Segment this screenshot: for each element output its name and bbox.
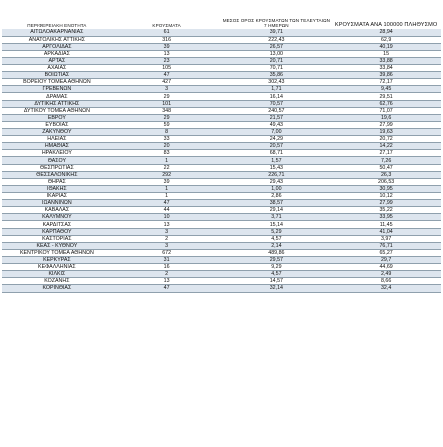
header-cases: ΚΡΟΥΣΜΑΤΑ <box>152 23 181 28</box>
table-row <box>2 143 441 150</box>
average-cell: 38,57 <box>222 200 332 207</box>
cases-cell: 39 <box>112 178 222 185</box>
average-cell: 20,71 <box>222 57 332 64</box>
cases-cell: 29 <box>112 93 222 100</box>
table-row <box>2 285 441 292</box>
average-cell: 39,71 <box>222 29 332 36</box>
cases-cell: 2 <box>112 271 222 278</box>
cases-cell: 3 <box>112 242 222 249</box>
per-100k-cell: 32,4 <box>331 285 441 292</box>
average-cell: 29,14 <box>222 207 332 214</box>
table-row <box>2 193 441 200</box>
per-100k-cell: 7,26 <box>331 157 441 164</box>
region-cell: ΔΡΑΜΑΣ <box>2 93 112 100</box>
average-cell: 15,14 <box>222 221 332 228</box>
per-100k-cell: 27,99 <box>331 200 441 207</box>
average-cell: 240,57 <box>222 107 332 114</box>
region-cell: ΚΑΡΔΙΤΣΑΣ <box>2 221 112 228</box>
per-100k-cell: 35,22 <box>331 207 441 214</box>
average-cell: 24,29 <box>222 136 332 143</box>
average-cell: 2,14 <box>222 242 332 249</box>
region-cell: ΚΕΦΑΛΛΗΝΙΑΣ <box>2 264 112 271</box>
cases-cell: 1 <box>112 157 222 164</box>
table-row <box>2 57 441 64</box>
per-100k-cell: 62,9 <box>331 36 441 43</box>
average-cell: 3,71 <box>222 214 332 221</box>
header-region: ΠΕΡΙΦΕΡΕΙΑΚΗ ΕΝΟΤΗΤΑ <box>27 23 87 28</box>
region-cell: ΑΧΑΪΑΣ <box>2 65 112 72</box>
table-row <box>2 72 441 79</box>
per-100k-cell: 33,88 <box>331 57 441 64</box>
region-cell: ΘΕΣΣΑΛΟΝΙΚΗΣ <box>2 171 112 178</box>
table-row <box>2 136 441 143</box>
cases-cell: 13 <box>112 50 222 57</box>
region-cell: ΚΕΑΣ - ΚΥΘΝΟΥ <box>2 242 112 249</box>
average-cell: 21,57 <box>222 114 332 121</box>
average-cell: 49,43 <box>222 121 332 128</box>
cases-cell: 3 <box>112 228 222 235</box>
average-cell: 70,71 <box>222 65 332 72</box>
per-100k-cell: 27,17 <box>331 150 441 157</box>
region-cell: ΚΙΛΚΙΣ <box>2 271 112 278</box>
table-row <box>2 178 441 185</box>
header-7day-average: ΜΕΣΟΣ ΟΡΟΣ ΚΡΟΥΣΜΑΤΩΝ ΤΩΝ ΤΕΛΕΥΤΑΙΩΝ 7 ΗΜΕΡΩΝ <box>222 18 331 28</box>
region-cell: ΙΘΑΚΗΣ <box>2 185 112 192</box>
average-cell: 4,57 <box>222 235 332 242</box>
per-100k-cell: 76,71 <box>331 242 441 249</box>
table-row <box>2 235 441 242</box>
region-cell: ΒΟΡΕΙΟΥ ΤΟΜΕΑ ΑΘΗΝΩΝ <box>2 79 112 86</box>
cases-cell: 13 <box>112 278 222 285</box>
per-100k-cell: 3,97 <box>331 235 441 242</box>
per-100k-cell: 44,69 <box>331 264 441 271</box>
table-row <box>2 264 441 271</box>
cases-cell: 29 <box>112 114 222 121</box>
table-row <box>2 249 441 256</box>
per-100k-cell: 41,04 <box>331 228 441 235</box>
cases-cell: 348 <box>112 107 222 114</box>
average-cell: 2,86 <box>222 193 332 200</box>
table-row <box>2 185 441 192</box>
table-body <box>2 29 441 292</box>
average-cell: 26,57 <box>222 43 332 50</box>
average-cell: 1,57 <box>222 157 332 164</box>
region-cell: ΚΑΡΠΑΘΟΥ <box>2 228 112 235</box>
cases-cell: 31 <box>112 257 222 264</box>
average-cell: 222,43 <box>222 36 332 43</box>
per-100k-cell: 10,12 <box>331 193 441 200</box>
average-cell: 4,57 <box>222 271 332 278</box>
average-cell: 302,43 <box>222 79 332 86</box>
table-row <box>2 271 441 278</box>
cases-cell: 23 <box>112 57 222 64</box>
region-cell: ΕΥΒΟΙΑΣ <box>2 121 112 128</box>
per-100k-cell: 39,86 <box>331 72 441 79</box>
average-cell: 1,71 <box>222 86 332 93</box>
per-100k-cell: 14,22 <box>331 143 441 150</box>
cases-cell: 316 <box>112 36 222 43</box>
table-row <box>2 200 441 207</box>
per-100k-cell: 40,19 <box>331 43 441 50</box>
per-100k-cell: 62,76 <box>331 100 441 107</box>
average-cell: 68,71 <box>222 150 332 157</box>
region-cell: ΑΡΤΑΣ <box>2 57 112 64</box>
cases-cell: 47 <box>112 285 222 292</box>
region-cell: ΚΑΒΑΛΑΣ <box>2 207 112 214</box>
cases-cell: 2 <box>112 235 222 242</box>
per-100k-cell: 206,53 <box>331 178 441 185</box>
region-cell: ΙΩΑΝΝΙΝΩΝ <box>2 200 112 207</box>
per-100k-cell: 19,6 <box>331 114 441 121</box>
cases-cell: 13 <box>112 221 222 228</box>
per-100k-cell: 2,49 <box>331 271 441 278</box>
region-cell: ΗΛΕΙΑΣ <box>2 136 112 143</box>
header-cases-per-100k: ΚΡΟΥΣΜΑΤΑ ΑΝΑ 100000 ΠΛΗΘΥΣΜΟ <box>334 22 438 28</box>
average-cell: 35,86 <box>222 72 332 79</box>
per-100k-cell: 9,45 <box>331 86 441 93</box>
cases-cell: 44 <box>112 207 222 214</box>
cases-cell: 101 <box>112 100 222 107</box>
per-100k-cell: 15 <box>331 50 441 57</box>
per-100k-cell: 19,63 <box>331 129 441 136</box>
cases-cell: 22 <box>112 164 222 171</box>
table-row <box>2 114 441 121</box>
region-cell: ΚΟΖΑΝΗΣ <box>2 278 112 285</box>
region-cell: ΕΒΡΟΥ <box>2 114 112 121</box>
region-cell: ΙΚΑΡΙΑΣ <box>2 193 112 200</box>
region-cell: ΑΙΤΩΛΟΑΚΑΡΝΑΝΙΑΣ <box>2 29 112 36</box>
region-cell: ΚΑΛΥΜΝΟΥ <box>2 214 112 221</box>
per-100k-cell: 65,27 <box>331 249 441 256</box>
cases-cell: 8 <box>112 129 222 136</box>
average-cell: 14,57 <box>222 278 332 285</box>
table-row <box>2 150 441 157</box>
per-100k-cell: 26,3 <box>331 171 441 178</box>
table-row <box>2 129 441 136</box>
per-100k-cell: 30,95 <box>331 185 441 192</box>
cases-cell: 39 <box>112 43 222 50</box>
per-100k-cell: 33,84 <box>331 65 441 72</box>
table-row <box>2 93 441 100</box>
per-100k-cell: 71,07 <box>331 107 441 114</box>
table-row <box>2 29 441 36</box>
average-cell: 5,29 <box>222 228 332 235</box>
average-cell: 32,14 <box>222 285 332 292</box>
table-row <box>2 100 441 107</box>
per-100k-cell: 27,99 <box>331 121 441 128</box>
table-row <box>2 86 441 93</box>
table-header-row <box>2 10 441 29</box>
table-row <box>2 107 441 114</box>
average-cell: 9,29 <box>222 264 332 271</box>
average-cell: 1,00 <box>222 185 332 192</box>
average-cell: 70,57 <box>222 100 332 107</box>
table-row <box>2 171 441 178</box>
average-cell: 29,43 <box>222 178 332 185</box>
cases-cell: 16 <box>112 264 222 271</box>
table-row <box>2 65 441 72</box>
average-cell: 20,57 <box>222 143 332 150</box>
table-row <box>2 221 441 228</box>
table-row <box>2 79 441 86</box>
table-row <box>2 242 441 249</box>
cases-cell: 83 <box>112 150 222 157</box>
per-100k-cell: 50,47 <box>331 164 441 171</box>
cases-cell: 47 <box>112 72 222 79</box>
table-row <box>2 36 441 43</box>
region-cell: ΚΟΡΙΝΘΙΑΣ <box>2 285 112 292</box>
region-cell: ΒΟΙΩΤΙΑΣ <box>2 72 112 79</box>
region-cell: ΚΕΡΚΥΡΑΣ <box>2 257 112 264</box>
cases-cell: 61 <box>112 29 222 36</box>
cases-cell: 3 <box>112 86 222 93</box>
cases-cell: 20 <box>112 143 222 150</box>
region-cell: ΑΡΓΟΛΙΔΑΣ <box>2 43 112 50</box>
per-100k-cell: 8,66 <box>331 278 441 285</box>
region-cell: ΑΡΚΑΔΙΑΣ <box>2 50 112 57</box>
per-100k-cell: 29,7 <box>331 257 441 264</box>
table-row <box>2 121 441 128</box>
average-cell: 29,57 <box>222 257 332 264</box>
per-100k-cell: 72,17 <box>331 79 441 86</box>
table-row <box>2 50 441 57</box>
cases-cell: 59 <box>112 121 222 128</box>
region-cell: ΘΕΣΠΡΩΤΙΑΣ <box>2 164 112 171</box>
average-cell: 16,14 <box>222 93 332 100</box>
region-cell: ΚΕΝΤΡΙΚΟΥ ΤΟΜΕΑ ΑΘΗΝΩΝ <box>2 249 112 256</box>
per-100k-cell: 29,51 <box>331 93 441 100</box>
per-100k-cell: 33,95 <box>331 214 441 221</box>
cases-cell: 292 <box>112 171 222 178</box>
average-cell: 15,43 <box>222 164 332 171</box>
table-row <box>2 43 441 50</box>
table-row <box>2 228 441 235</box>
cases-cell: 427 <box>112 79 222 86</box>
region-cell: ΓΡΕΒΕΝΩΝ <box>2 86 112 93</box>
region-cell: ΘΑΣΟΥ <box>2 157 112 164</box>
cases-cell: 47 <box>112 200 222 207</box>
cases-cell: 10 <box>112 214 222 221</box>
cases-cell: 1 <box>112 185 222 192</box>
table-row <box>2 214 441 221</box>
region-cell: ΔΥΤΙΚΟΥ ΤΟΜΕΑ ΑΘΗΝΩΝ <box>2 107 112 114</box>
per-100k-cell: 11,45 <box>331 221 441 228</box>
cases-table <box>2 10 441 293</box>
region-cell: ΑΝΑΤΟΛΙΚΗΣ ΑΤΤΙΚΗΣ <box>2 36 112 43</box>
average-cell: 7,00 <box>222 129 332 136</box>
average-cell: 489,86 <box>222 249 332 256</box>
cases-cell: 672 <box>112 249 222 256</box>
cases-cell: 33 <box>112 136 222 143</box>
region-cell: ΔΥΤΙΚΗΣ ΑΤΤΙΚΗΣ <box>2 100 112 107</box>
average-cell: 13,00 <box>222 50 332 57</box>
table-row <box>2 164 441 171</box>
region-cell: ΖΑΚΥΝΘΟΥ <box>2 129 112 136</box>
cases-cell: 105 <box>112 65 222 72</box>
per-100k-cell: 28,94 <box>331 29 441 36</box>
region-cell: ΘΗΡΑΣ <box>2 178 112 185</box>
cases-cell: 1 <box>112 193 222 200</box>
region-cell: ΗΡΑΚΛΕΙΟΥ <box>2 150 112 157</box>
table-row <box>2 278 441 285</box>
region-cell: ΚΑΣΤΟΡΙΑΣ <box>2 235 112 242</box>
table-row <box>2 157 441 164</box>
region-cell: ΗΜΑΘΙΑΣ <box>2 143 112 150</box>
per-100k-cell: 20,72 <box>331 136 441 143</box>
table-row <box>2 257 441 264</box>
table-row <box>2 207 441 214</box>
average-cell: 226,71 <box>222 171 332 178</box>
